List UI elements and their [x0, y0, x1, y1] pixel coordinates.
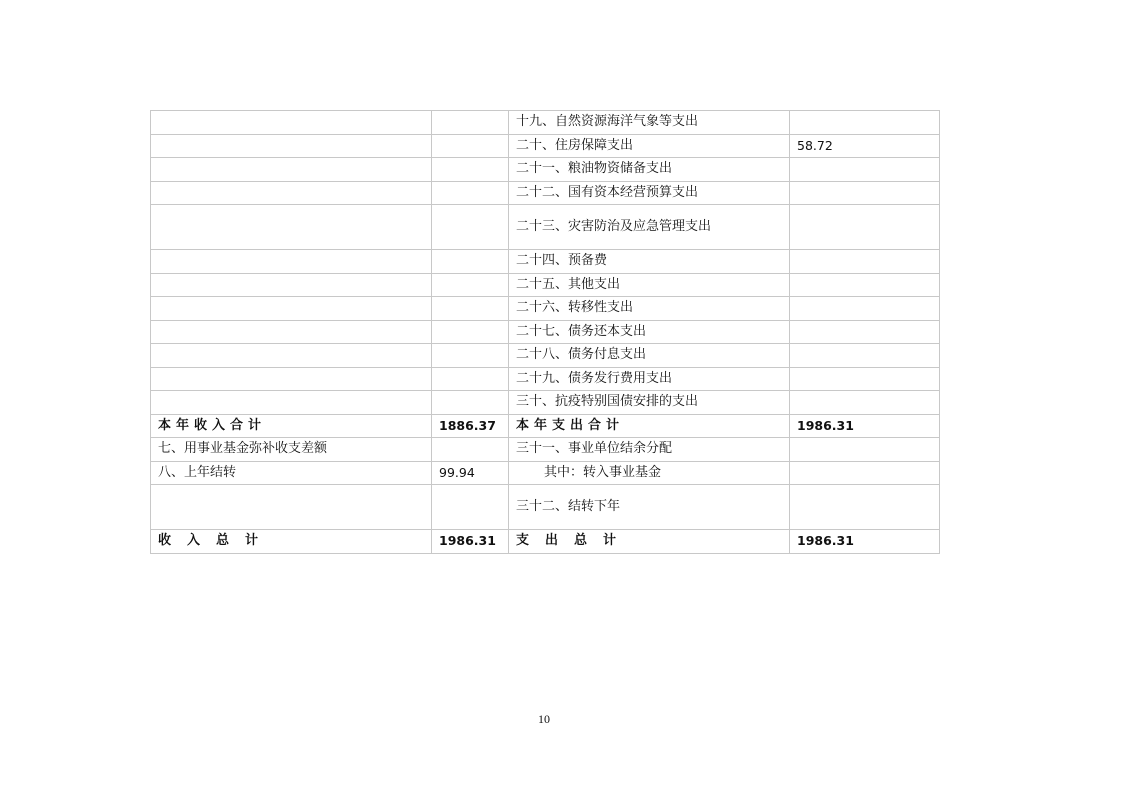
budget-table [150, 110, 940, 554]
income-amount-cell [432, 438, 509, 462]
table-row [151, 250, 940, 274]
grand-total-row [151, 530, 940, 554]
expense-amount-cell [790, 181, 940, 205]
expense-item-cell: 二十三、灾害防治及应急管理支出 [509, 205, 790, 250]
expense-amount-cell [790, 485, 940, 530]
income-amount-cell [432, 158, 509, 182]
expense-item-cell: 二十四、预备费 [509, 250, 790, 274]
table-row [151, 134, 940, 158]
expense-amount-cell [790, 367, 940, 391]
expense-item-cell: 二十一、粮油物资储备支出 [509, 158, 790, 182]
income-amount-cell [432, 344, 509, 368]
income-item-cell [151, 250, 432, 274]
expense-item-cell: 三十一、事业单位结余分配 [509, 438, 790, 462]
income-amount-cell [432, 297, 509, 321]
table-row [151, 273, 940, 297]
expense-amount-cell [790, 320, 940, 344]
expense-amount-cell [790, 273, 940, 297]
income-amount-cell: 99.94 [432, 461, 509, 485]
expense-item-cell: 二十九、债务发行费用支出 [509, 367, 790, 391]
table-row [151, 158, 940, 182]
grand-income-total-value: 1986.31 [432, 530, 509, 554]
income-amount-cell [432, 367, 509, 391]
table-row [151, 485, 940, 530]
table-row [151, 205, 940, 250]
income-amount-cell [432, 134, 509, 158]
income-item-cell [151, 367, 432, 391]
annual-expense-total-value: 1986.31 [790, 414, 940, 438]
income-item-cell: 八、上年结转 [151, 461, 432, 485]
expense-item-cell: 二十七、债务还本支出 [509, 320, 790, 344]
income-amount-cell [432, 485, 509, 530]
income-item-cell [151, 205, 432, 250]
grand-income-total-label: 收入总计 [151, 530, 432, 554]
annual-income-total-label: 本年收入合计 [151, 414, 432, 438]
expense-amount-cell [790, 205, 940, 250]
table-row [151, 297, 940, 321]
table-row [151, 344, 940, 368]
expense-amount-cell [790, 111, 940, 135]
table-row [151, 391, 940, 415]
table-row [151, 367, 940, 391]
expense-amount-cell [790, 297, 940, 321]
table-row [151, 111, 940, 135]
expense-amount-cell [790, 391, 940, 415]
expense-item-cell: 二十二、国有资本经营预算支出 [509, 181, 790, 205]
income-item-cell [151, 158, 432, 182]
income-amount-cell [432, 181, 509, 205]
annual-expense-total-label: 本年支出合计 [509, 414, 790, 438]
income-amount-cell [432, 320, 509, 344]
income-amount-cell [432, 205, 509, 250]
table-row [151, 461, 940, 485]
table-row [151, 320, 940, 344]
expense-item-cell: 二十六、转移性支出 [509, 297, 790, 321]
income-item-cell: 七、用事业基金弥补收支差额 [151, 438, 432, 462]
page-number: 10 [538, 712, 550, 726]
income-item-cell [151, 391, 432, 415]
expense-item-cell: 三十二、结转下年 [509, 485, 790, 530]
income-item-cell [151, 297, 432, 321]
table-row [151, 181, 940, 205]
income-item-cell [151, 344, 432, 368]
income-amount-cell [432, 273, 509, 297]
grand-expense-total-label: 支出总计 [509, 530, 790, 554]
expense-amount-cell: 58.72 [790, 134, 940, 158]
income-amount-cell [432, 391, 509, 415]
expense-amount-cell [790, 461, 940, 485]
expense-amount-cell [790, 158, 940, 182]
income-item-cell [151, 111, 432, 135]
expense-amount-cell [790, 438, 940, 462]
income-item-cell [151, 273, 432, 297]
expense-item-cell: 二十、住房保障支出 [509, 134, 790, 158]
expense-item-cell: 其中：转入事业基金 [509, 461, 790, 485]
annual-total-row [151, 414, 940, 438]
table-row [151, 438, 940, 462]
income-item-cell [151, 181, 432, 205]
income-item-cell [151, 320, 432, 344]
expense-amount-cell [790, 250, 940, 274]
expense-item-cell: 三十、抗疫特别国债安排的支出 [509, 391, 790, 415]
income-item-cell [151, 134, 432, 158]
expense-item-cell: 二十五、其他支出 [509, 273, 790, 297]
annual-income-total-value: 1886.37 [432, 414, 509, 438]
income-item-cell [151, 485, 432, 530]
income-amount-cell [432, 250, 509, 274]
grand-expense-total-value: 1986.31 [790, 530, 940, 554]
expense-amount-cell [790, 344, 940, 368]
expense-item-cell: 十九、自然资源海洋气象等支出 [509, 111, 790, 135]
expense-item-cell: 二十八、债务付息支出 [509, 344, 790, 368]
income-amount-cell [432, 111, 509, 135]
